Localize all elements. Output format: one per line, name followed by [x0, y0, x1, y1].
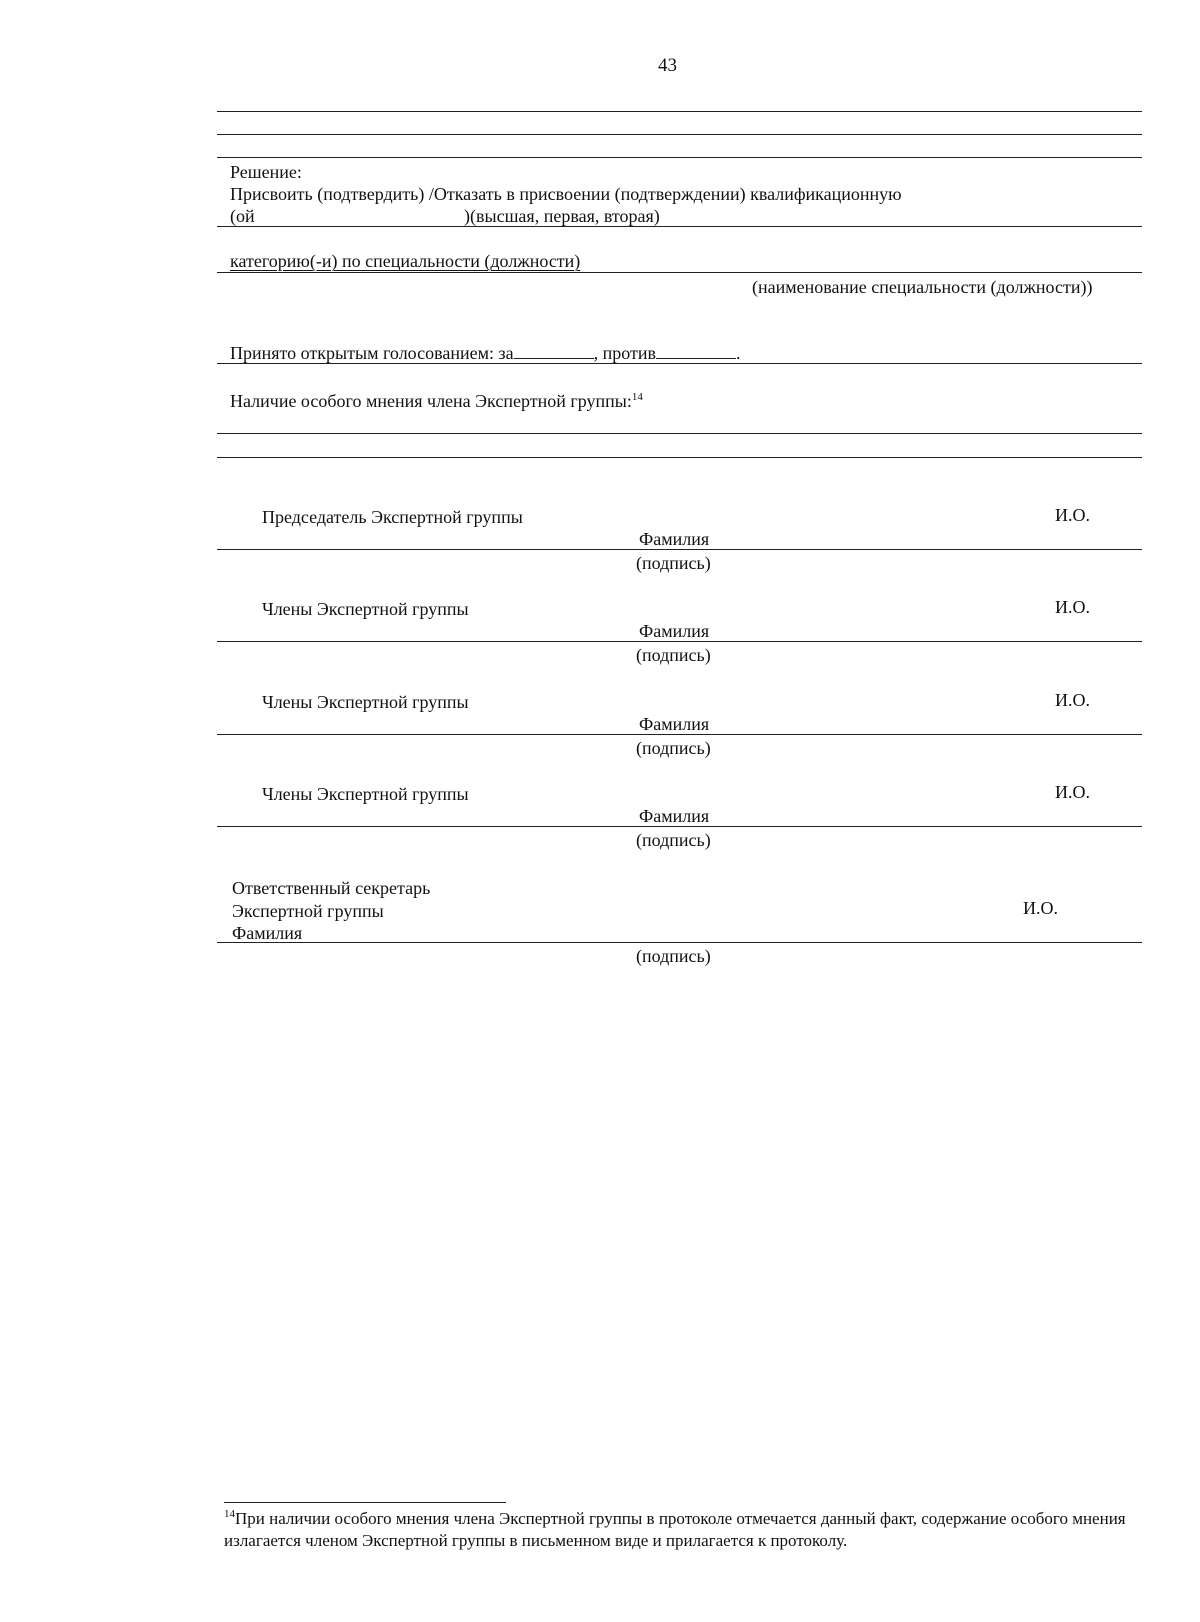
signature-role: Председатель Экспертной группы [262, 507, 523, 527]
category-field-line [217, 226, 1142, 227]
category-label: категорию(-и) по специальности (должности) [230, 251, 581, 271]
secretary-initials: И.О. [1023, 898, 1058, 918]
signature-caption: (подпись) [636, 553, 711, 573]
signature-surname: Фамилия [639, 529, 710, 549]
signature-caption: (подпись) [636, 830, 711, 850]
decision-line1: Присвоить (подтвердить) /Отказать в присвоении (подтверждении) квалификационную [230, 184, 902, 204]
specialty-field-line [217, 272, 1142, 273]
signature-line [217, 734, 1142, 735]
blank-line [217, 111, 1142, 112]
blank-line [217, 157, 1142, 158]
signature-caption: (подпись) [636, 645, 711, 665]
signature-initials: И.О. [1055, 597, 1090, 617]
decision-line2-open: (ой [230, 206, 255, 226]
vote-end: . [736, 343, 741, 363]
signature-surname: Фамилия [639, 621, 710, 641]
signature-initials: И.О. [1055, 782, 1090, 802]
vote-for-field[interactable] [514, 342, 594, 359]
signature-initials: И.О. [1055, 690, 1090, 710]
vote-against-field[interactable] [656, 342, 736, 359]
vote-rule [217, 363, 1142, 364]
dissent-line [230, 390, 643, 412]
footnote-separator [224, 1502, 506, 1503]
dissent-line-1 [217, 433, 1142, 434]
vote-against-label: , против [593, 343, 657, 363]
dissent-label: Наличие особого мнения члена Экспертной группы: [230, 391, 632, 411]
footnote-ref: 14 [631, 391, 643, 403]
signature-role: Члены Экспертной группы [262, 692, 469, 712]
footnote-text: При наличии особого мнения члена Экспертной группы в протоколе отмечается данный факт, содержание особого мнения излагается членом Экспертной группы в письменном виде и прилагается к протоколу. [224, 1509, 1126, 1550]
page-number: 43 [658, 55, 677, 76]
signature-line [217, 641, 1142, 642]
signature-caption: (подпись) [636, 738, 711, 758]
vote-label: Принято открытым голосованием: за [230, 343, 514, 363]
signature-line [217, 549, 1142, 550]
secretary-role-line2: Экспертной группы [232, 901, 384, 921]
secretary-role-line1: Ответственный секретарь [232, 878, 431, 898]
secretary-caption: (подпись) [636, 946, 711, 966]
signature-role: Члены Экспертной группы [262, 599, 469, 619]
signature-role: Члены Экспертной группы [262, 784, 469, 804]
signature-line [217, 942, 1142, 943]
vote-line [230, 342, 741, 364]
footnote [224, 1508, 1134, 1552]
specialty-caption: (наименование специальности (должности)) [752, 277, 1093, 297]
signature-surname: Фамилия [639, 806, 710, 826]
signature-surname: Фамилия [639, 714, 710, 734]
signature-initials: И.О. [1055, 505, 1090, 525]
decision-heading: Решение: [230, 162, 302, 182]
blank-line [217, 134, 1142, 135]
secretary-surname: Фамилия [232, 923, 303, 943]
dissent-line-2 [217, 457, 1142, 458]
footnote-marker: 14 [224, 1508, 235, 1520]
decision-line2-close: )(высшая, первая, вторая) [464, 206, 660, 226]
signature-line [217, 826, 1142, 827]
